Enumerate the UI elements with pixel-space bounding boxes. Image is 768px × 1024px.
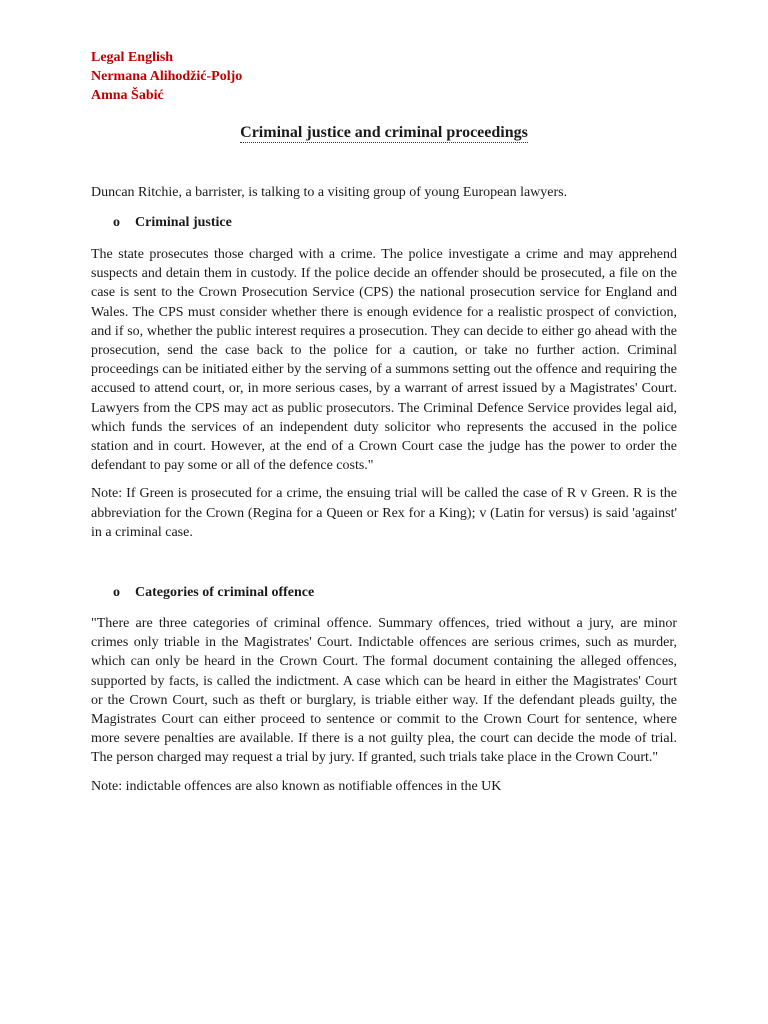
section-paragraph: The state prosecutes those charged with a crime. The police investigate a crime and may apprehend suspects and detain them in custody. If the police decide an offender should be prosecuted, a file on the case is sent to the Crown Prosecution Service (CPS) the national prosecution service for England and Wales. The CPS must consider whether there is enough evidence for a realistic prospect of conviction, and if so, whether the public interest requires a prosecution. They can decide to either go ahead with the prosecution, send the case back to the police for a caution, or take no further action. Criminal proceedings can be initiated either by the serving of a summons setting out the offence and requiring the accused to attend court, or, in more serious cases, by a warrant of arrest issued by a Magistrates' Court. Lawyers from the CPS may act as public prosecutors. The Criminal Defence Service provides legal aid, which funds the services of an independent duty solicitor who represents the accused in the police station and in court. However, at the end of a Crown Court case the judge has the power to order the defendant to pay some or all of the defence costs." [91, 247, 677, 474]
author-block [91, 48, 677, 105]
section-heading [113, 583, 677, 602]
section-heading [113, 213, 677, 232]
section-note: Note: If Green is prosecuted for a crime, the ensuing trial will be called the case of R v Green. R is the abbreviation for the Crown (Regina for a Queen or Rex for a King); v (Latin for versus) is said 'against' in a criminal case. [91, 486, 677, 540]
bullet-icon: o [113, 585, 120, 601]
course-title: Legal English [91, 50, 174, 65]
document-title [91, 124, 677, 142]
bullet-icon: o [113, 215, 120, 230]
author-name: Nermana Alihodžić-Poljo [91, 69, 243, 84]
section-paragraph: "There are three categories of criminal offence. Summary offences, tried without a jury, are minor crimes only triable in the Magistrates' Court. Indictable offences are serious crimes, such as murder, which can only be heard in the Crown Court. The formal document containing the alleged offences, supported by facts, is called the indictment. A case which can be heard in either the Magistrates' Court or the Crown Court, such as theft or burglary, is triable either way. If the defendant pleads guilty, the Magistrates Court can either proceed to sentence or commit to the Crown Court for sentence, where more severe penalties are available. If there is a not guilty plea, the court can decide the mode of trial. The person charged may request a trial by jury. If granted, such trials take place in the Crown Court." [91, 616, 677, 766]
section-heading-text: Categories of criminal offence [135, 585, 315, 601]
author-name: Amna Šabić [91, 88, 164, 103]
document-title-text: Criminal justice and criminal proceedings [240, 124, 528, 141]
section-note: Note: indictable offences are also known as notifiable offences in the UK [91, 778, 502, 794]
section-heading-text: Criminal justice [135, 215, 232, 230]
intro-paragraph: Duncan Ritchie, a barrister, is talking to a visiting group of young European lawyers. [91, 185, 568, 200]
